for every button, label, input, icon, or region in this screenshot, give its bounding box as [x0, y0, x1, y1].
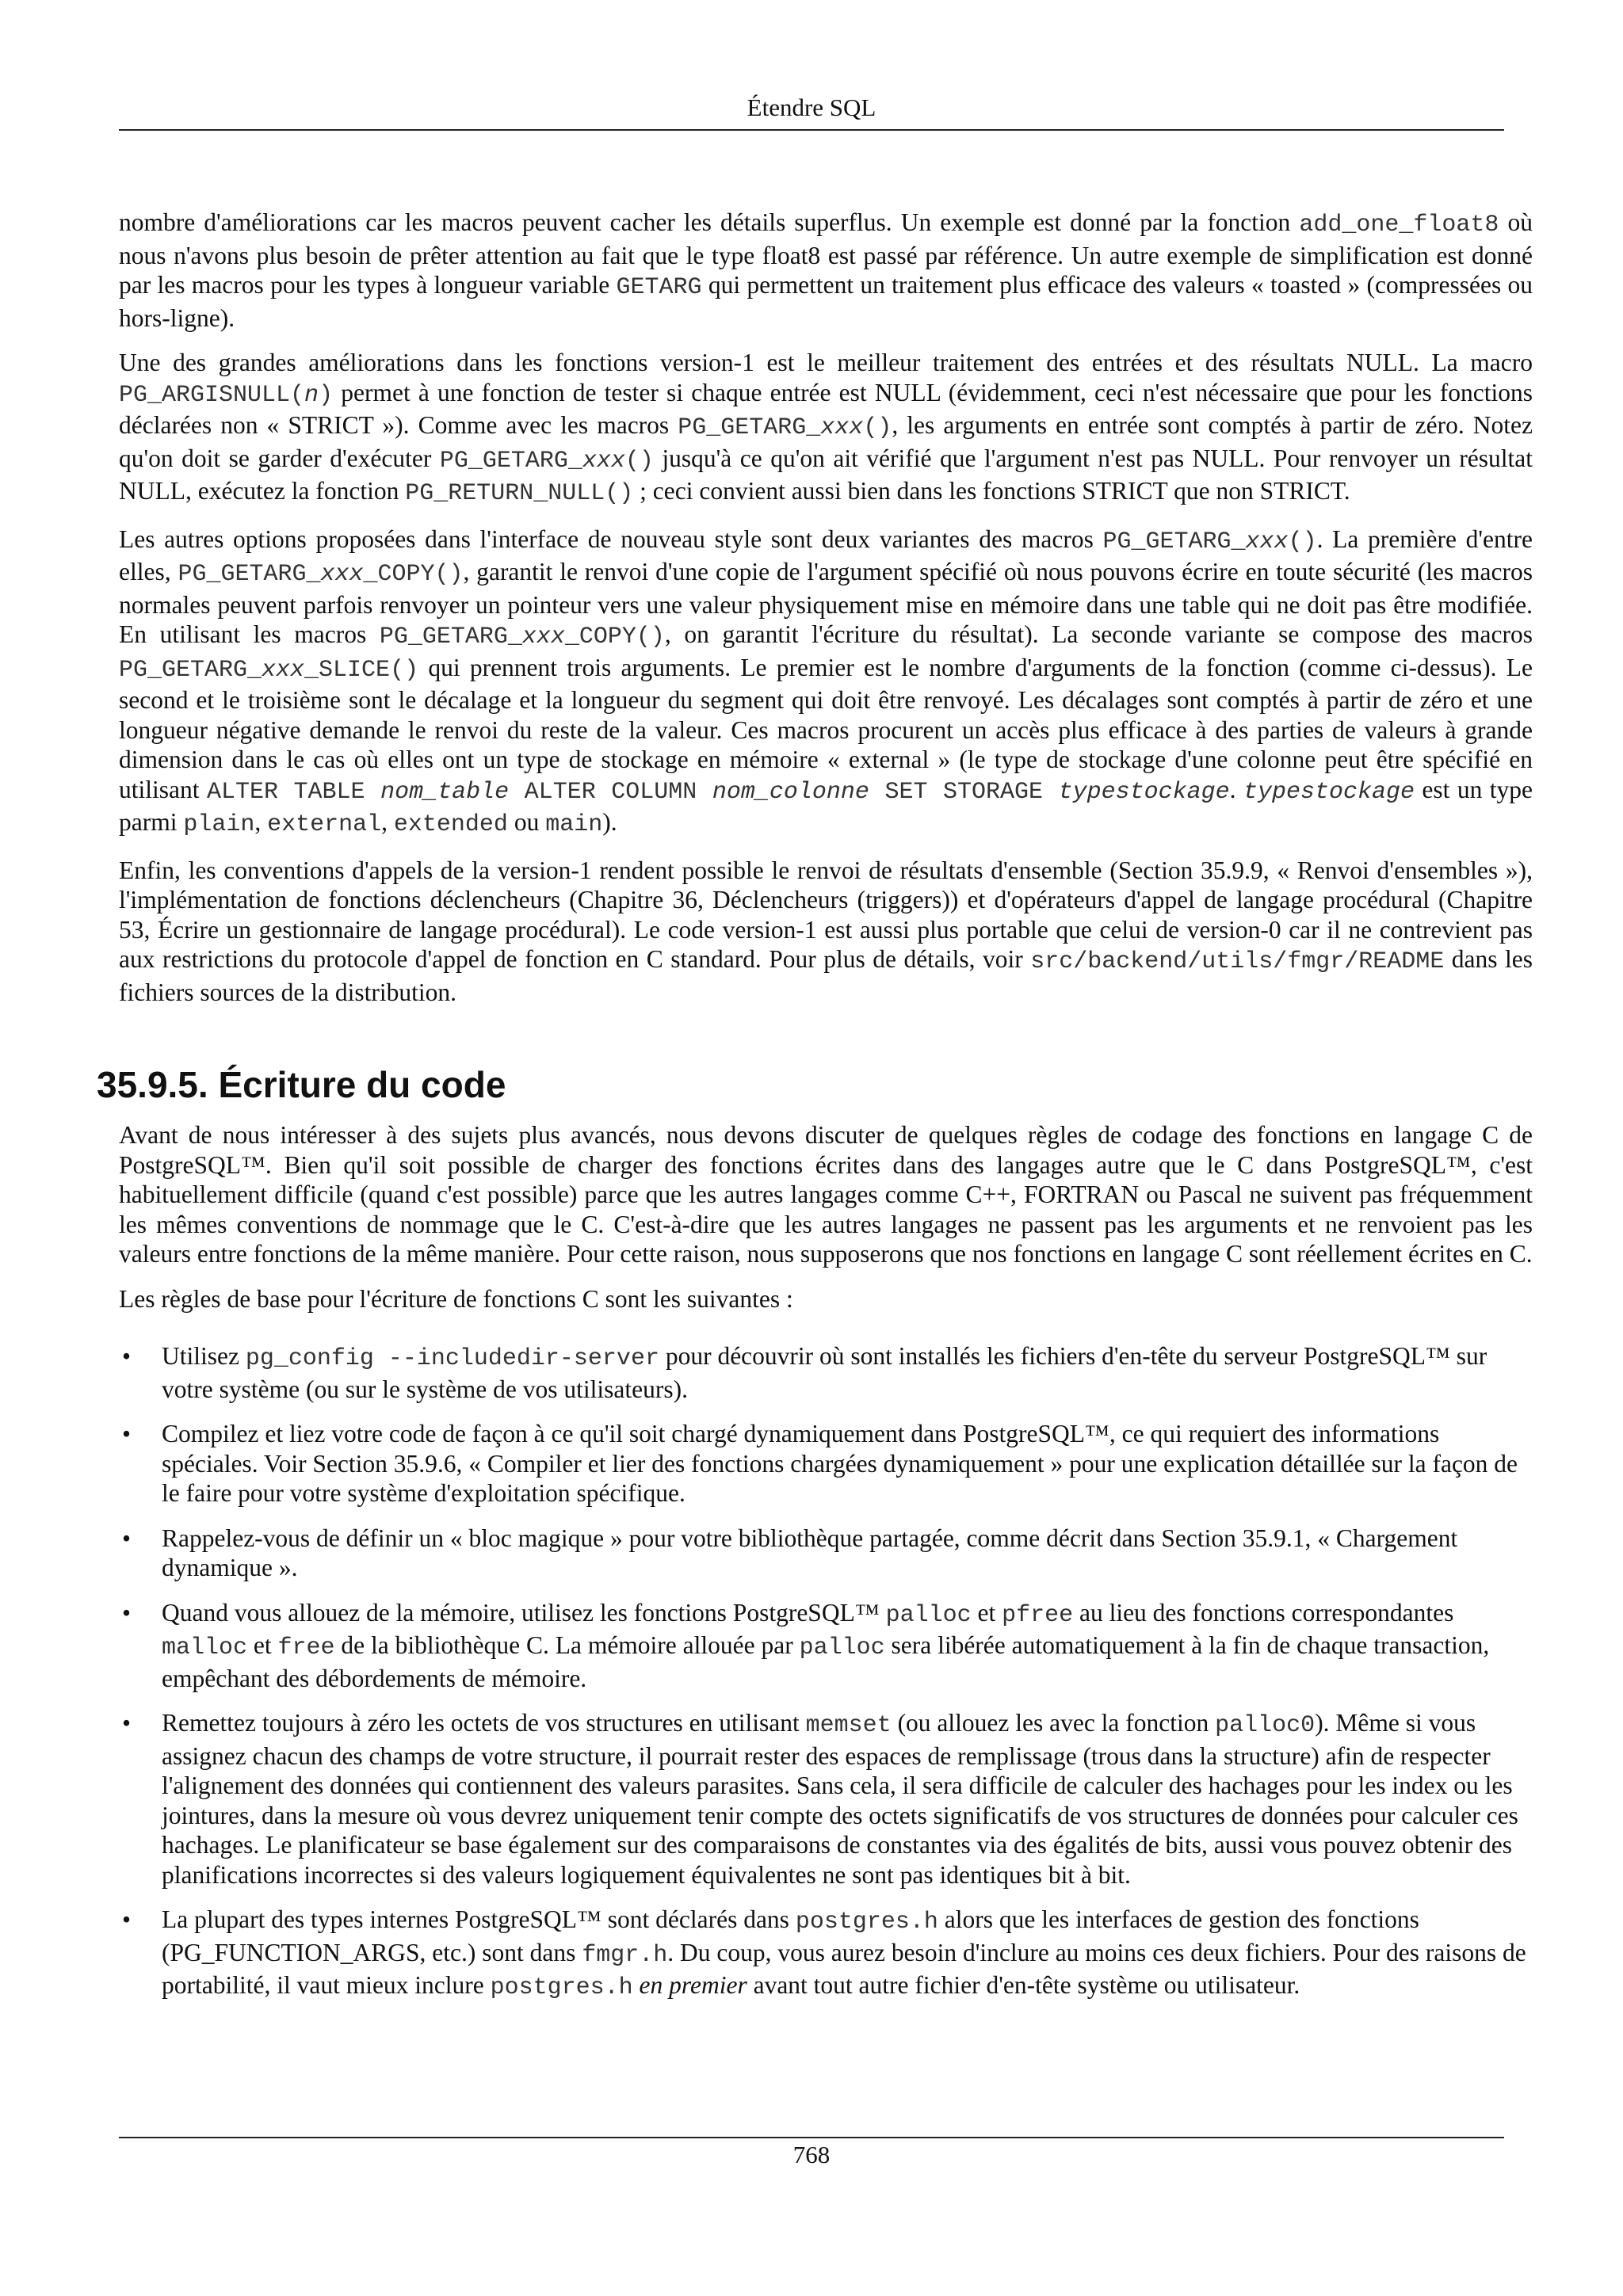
code-pg-config: pg_config --includedir-server — [245, 1345, 659, 1372]
paragraph-coding-intro: Avant de nous intéresser à des sujets plus avancés, nous devons discuter de quelques règles de codage des fonctions en langage C de PostgreSQL™. Bien qu'il soit possible de charger des fonctions écrites dans des langages autre que le C dans PostgreSQL™, c'est habituellement difficile (quand c'est possible) parce que les autres langages comme C++, FORTRAN ou Pascal ne suivent pas fréquemment les mêmes conventions de nommage que le C. C'est-à-dire que les autres langages ne passent pas les arguments et ne renvoient pas les valeurs entre fonctions de la même manière. Pour cette raison, nous supposerons que nos fonctions en langage C sont réellement écrites en C. — [119, 1121, 1533, 1268]
code-extended: extended — [393, 811, 508, 838]
paragraph-getarg-variants: Les autres options proposées dans l'interface de nouveau style sont deux variantes des macros PG_GETARG_xxx(). La première d'entre elles, PG_GETARG_xxx_COPY(), garantit le renvoi d'une copie de l'argument spécifié où nous pouvons écrire en toute sécurité (les macros normales peuvent parfois renvoyer un pointeur vers une valeur physiquement mise en mémoire dans une table qui ne doit pas être modifiée. En utilisant les macros PG_GETARG_xxx_COPY(), on garantit l'écriture du résultat). La seconde variante se compose des macros PG_GETARG_xxx_SLICE() qui prennent trois arguments. Le premier est le nombre d'arguments de la fonction (comme ci-dessus). Le second et le troisième sont le décalage et la longueur du segment qui doit être renvoyé. Les décalages sont comptés à partir de zéro et une longueur négative demande le renvoi du reste de la valeur. Ces macros procurent un accès plus efficace à des parties de valeurs à grande dimension dans le cas où elles ont un type de stockage en mémoire « external » (le type de stockage d'une colonne peut être spécifié en utilisant ALTER TABLE nom_table ALTER COLUMN nom_colonne SET STORAGE typestockage. typestockage est un type parmi plain, external, extended ou main). — [119, 524, 1533, 838]
code-memset: memset — [805, 1712, 892, 1739]
bullet-icon: • — [122, 1905, 132, 1933]
code-pg-argisnull: PG_ARGISNULL(n) — [119, 381, 334, 409]
rules-list — [119, 1341, 1533, 2004]
header-rule — [119, 129, 1504, 131]
list-item: • Utilisez pg_config --includedir-server pour découvrir où sont installés les fichiers d'en-tête du serveur PostgreSQL™ sur votre système (ou sur le système de vos utilisateurs). — [122, 1342, 1487, 1403]
code-getarg: GETARG — [616, 274, 702, 301]
code-pg-getarg-xxx: PG_GETARG_xxx() — [1102, 528, 1317, 555]
code-postgres-h: postgres.h — [490, 1974, 633, 2001]
code-pfree: pfree — [1002, 1601, 1074, 1629]
code-free: free — [277, 1634, 335, 1661]
code-plain: plain — [183, 811, 255, 838]
bullet-icon: • — [122, 1709, 132, 1737]
list-item: • Rappelez-vous de définir un « bloc magique » pour votre bibliothèque partagée, comme décrit dans Section 35.9.1, « Chargement dynamique ». — [122, 1524, 1458, 1581]
footer-rule — [119, 2137, 1504, 2138]
list-item: • Remettez toujours à zéro les octets de vos structures en utilisant memset (ou allouez les avec la fonction palloc0). Même si vous assignez chacun des champs de votre structure, il pourrait rester des espaces de remplissage (trous dans la structure) afin de respecter l'alignement des données qui contiennent des valeurs parasites. Sans cela, il sera difficile de calculer des hachages pour les index ou les jointures, dans la mesure où vous devrez uniquement tenir compte des octets significatifs de vos structures de données pour calculer ces hachages. Le planificateur se base également sur des comparaisons de constantes via des égalités de bits, aussi vous pouvez obtenir des planifications incorrectes si des valeurs logiquement équivalentes ne sont pas identiques bit à bit. — [122, 1709, 1518, 1889]
list-item: • Compilez et liez votre code de façon à ce qu'il soit chargé dynamiquement dans PostgreSQL™, ce qui requiert des informations spéciales. Voir Section 35.9.6, « Compiler et lier des fonctions chargées dynamiquement » pour une explication détaillée sur la façon de le faire pour votre système d'exploitation spécifique. — [122, 1420, 1518, 1507]
section-heading: 35.9.5. Écriture du code — [97, 1064, 506, 1105]
code-pg-getarg-copy: PG_GETARG_xxx_COPY() — [178, 561, 464, 588]
paragraph-macros-intro: nombre d'améliorations car les macros peuvent cacher les détails superflus. Un exemple est donné par la fonction add_one_float8 où nous n'avons plus besoin de prêter attention au fait que le type float8 est passé par référence. Un autre exemple de simplification est donné par les macros pour les types à longueur variable GETARG qui permettent un traitement plus efficace des valeurs « toasted » (compressées ou hors-ligne). — [119, 208, 1533, 332]
code-palloc: palloc — [799, 1634, 885, 1661]
bullet-icon: • — [122, 1598, 132, 1627]
paragraph-null-handling: Une des grandes améliorations dans les fonctions version-1 est le meilleur traitement des entrées et des résultats NULL. La macro PG_ARGISNULL(n) permet à une fonction de tester si chaque entrée est NULL (évidemment, ceci n'est nécessaire que pour les fonctions déclarées non « STRICT »). Comme avec les macros PG_GETARG_xxx(), les arguments en entrée sont comptés à partir de zéro. Notez qu'on doit se garder d'exécuter PG_GETARG_xxx() jusqu'à ce qu'on ait vérifié que l'argument n'est pas NULL. Pour renvoyer un résultat NULL, exécutez la fonction PG_RETURN_NULL() ; ceci convient aussi bien dans les fonctions STRICT que non STRICT. — [119, 349, 1533, 507]
page-body-top — [119, 208, 1533, 1007]
code-malloc: malloc — [162, 1634, 248, 1661]
code-pg-getarg-xxx: PG_GETARG_xxx() — [439, 447, 654, 475]
code-fmgr-h: fmgr.h — [582, 1941, 668, 1969]
bullet-icon: • — [122, 1420, 132, 1447]
code-pg-getarg-xxx: PG_GETARG_xxx() — [678, 414, 892, 441]
page-number: 768 — [792, 2141, 831, 2168]
emphasis-en-premier: en premier — [639, 1971, 747, 1999]
code-external: external — [267, 811, 382, 838]
code-fmgr-readme-path: src/backend/utils/fmgr/README — [1030, 948, 1445, 975]
bullet-icon: • — [122, 1524, 132, 1552]
code-palloc0: palloc0 — [1215, 1712, 1316, 1739]
code-pg-return-null: PG_RETURN_NULL() — [405, 480, 634, 507]
code-typestockage: typestockage — [1243, 778, 1415, 806]
paragraph-version1-conventions: Enfin, les conventions d'appels de la version-1 rendent possible le renvoi de résultats d'ensemble (Section 35.9.9, « Renvoi d'ensembles »), l'implémentation de fonctions déclencheurs (Chapitre 36, Déclencheurs (triggers)) et d'opérateurs d'appel de langage procédural (Chapitre 53, Écrire un gestionnaire de langage procédural). Le code version-1 est aussi plus portable que celui de version-0 car il ne contrevient pas aux restrictions du protocole d'appel de fonction en C standard. Pour plus de détails, voir src/backend/utils/fmgr/README dans les fichiers sources de la distribution. — [119, 856, 1533, 1006]
page-body-section — [119, 1120, 1533, 2019]
running-header: Étendre SQL — [747, 93, 876, 121]
code-main: main — [545, 811, 603, 838]
code-postgres-h: postgres.h — [795, 1909, 938, 1936]
code-pg-getarg-slice: PG_GETARG_xxx_SLICE() — [119, 656, 419, 684]
code-add-one-float8: add_one_float8 — [1299, 212, 1499, 238]
list-item: • Quand vous allouez de la mémoire, utilisez les fonctions PostgreSQL™ palloc et pfree au lieu des fonctions correspondantes malloc et free de la bibliothèque C. La mémoire allouée par palloc sera libérée automatiquement à la fin de chaque transaction, empêchant des débordements de mémoire. — [122, 1598, 1490, 1692]
code-alter-table: ALTER TABLE nom_table ALTER COLUMN nom_colonne SET STORAGE typestockage — [206, 778, 1230, 806]
list-item: • La plupart des types internes PostgreSQL™ sont déclarés dans postgres.h alors que les interfaces de gestion des fonctions (PG_FUNCTION_ARGS, etc.) sont dans fmgr.h. Du coup, vous aurez besoin d'inclure au moins ces deux fichiers. Pour des raisons de portabilité, il vaut mieux inclure postgres.h en premier avant tout autre fichier d'en-tête système ou utilisateur. — [122, 1905, 1526, 2001]
code-pg-getarg-copy: PG_GETARG_xxx_COPY() — [379, 624, 665, 650]
paragraph-rules-lead: Les règles de base pour l'écriture de fonctions C sont les suivantes : — [119, 1284, 793, 1313]
bullet-icon: • — [122, 1342, 132, 1370]
code-palloc: palloc — [885, 1601, 972, 1629]
